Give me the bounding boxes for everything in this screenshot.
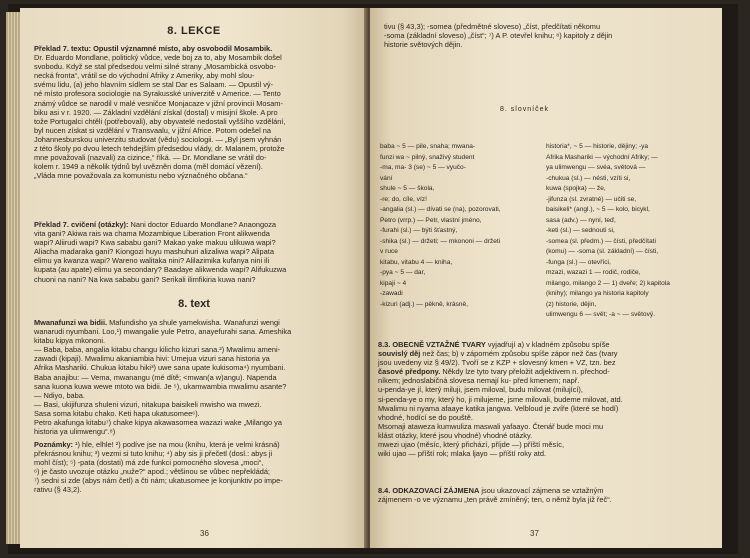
line-text: — Basi, ukijifunza shuleni vizuri, nitakupa baisikeli mwisho wa mwezi. bbox=[34, 399, 262, 409]
text-line bbox=[34, 345, 360, 354]
text-line bbox=[378, 431, 716, 440]
text-line bbox=[34, 318, 360, 327]
text-line bbox=[34, 467, 360, 476]
line-text: Aliacha madaraka gani? Kiongozi huyu mashuhuri alizaliwa wapi? Alipata bbox=[34, 247, 274, 257]
text-line bbox=[34, 440, 360, 449]
text-line bbox=[378, 495, 716, 504]
text-line bbox=[34, 62, 360, 71]
line-text: wapi? Aliirudi wapi? Kwa sababu gani? Makao yake makuu ulikuwa wapi? bbox=[34, 238, 276, 248]
line-text: kupata (au apate) elimu ya secondary? Baadaye alikwenda wapi? Alifukuzwa bbox=[34, 265, 287, 275]
line-text: zawadi (kipaji). Mwalimu akaniambia hivi: Umejua vizuri sana historia ya bbox=[34, 354, 270, 364]
line-text: Baba anajibu: — Vema, mwanangu (mé dítě; <mwan(a w)angu). Napenda bbox=[34, 372, 277, 382]
vocab-list-left bbox=[380, 142, 550, 310]
vocab-entry: Petro (vrrp.) — Petr, vlastní jméno, bbox=[380, 216, 482, 224]
line-text: ⁶) je často uvozuje otázku „nuže?“ apod.; většinou se vůbec nepřekládá; bbox=[34, 467, 270, 477]
vocab-entry: (komu) — -soma (sl. základní) — čísti, bbox=[546, 248, 659, 255]
line-text: elimu ya kwanza wapi? Wareno walitaka nini? Alilazimika kufanya nini ili bbox=[34, 256, 270, 266]
line-text: — Ndiyo, baba. bbox=[34, 390, 85, 400]
line-text: Sasa soma kitabu chako. Keti hapa ukatusomee⁶). bbox=[34, 408, 200, 418]
line-text: mne považovali (nazvali) za cizince,“ říká. — Dr. Mondlane se vrátil do- bbox=[34, 153, 267, 163]
line-text: z této školy po dvou letech tehdejším předsedou vlády, dr. Malanem, protože bbox=[34, 144, 285, 154]
text-line bbox=[34, 44, 360, 53]
bold-lead: Mwanafunzi wa bidii. bbox=[34, 318, 108, 327]
line-text: Někdy lze tyto tvary přeložit adjektivem n. přechod- bbox=[440, 367, 610, 377]
vocab-entry: (knihy); milango ya historia kapitoly bbox=[546, 290, 649, 297]
line-text: historie světových dějin. bbox=[384, 40, 463, 50]
line-text: Mafundisho ya shule yamekwisha. Wanafunzi wengi bbox=[107, 318, 280, 327]
text-line bbox=[34, 275, 360, 284]
right-page bbox=[370, 8, 722, 548]
line-text: Msomaji ataweza kumwuliza maswali yafaayo. Čtenář bude moci mu bbox=[378, 421, 604, 431]
line-text: si-penda-ye o my, který ho, ji milujeme, jsme milovali, budeme milovat, atd. bbox=[378, 394, 623, 404]
line-text: tože Portugalci chtěli (potřebovali), aby obyvatelé nedostali vyššího vzdělání, bbox=[34, 116, 286, 126]
section-8-4 bbox=[378, 486, 716, 504]
right-top-block bbox=[384, 22, 714, 49]
text-line bbox=[34, 144, 360, 153]
exercise-block bbox=[34, 220, 360, 284]
vocab-entry: milango, milango 2 — 1) dveře; 2) kapitola bbox=[546, 279, 670, 287]
line-text: chuoni na nani? Na kwa sababu gani? Serikali ilimfikiria kuwa nani? bbox=[34, 274, 256, 284]
text-line bbox=[34, 53, 360, 62]
vocab-entry: -jifunza (sl. zvratné) — učiti se, bbox=[546, 195, 637, 203]
lesson-heading: 8. LEKCE bbox=[167, 25, 221, 37]
vocab-entry: kipaji ~ 4 bbox=[380, 279, 407, 287]
line-text: Nani doctor Eduardo Mondlane? Anaongoza bbox=[128, 220, 276, 229]
text-line bbox=[34, 336, 360, 345]
text-line bbox=[34, 391, 360, 400]
text-line bbox=[378, 340, 716, 349]
text-line bbox=[384, 22, 714, 31]
vocab-entry: kitabu, vitabu 4 — kniha, bbox=[380, 258, 453, 266]
vocab-entry: historia*, ~ 5 — historie, dějiny; -ya bbox=[546, 143, 649, 150]
vocab-entry: vání bbox=[380, 174, 393, 182]
text-line bbox=[34, 265, 360, 274]
line-text: wanarudi nyumbani. Loo,¹) mwangalie yule Petro, anayefurahi sana. Ameshika bbox=[34, 327, 292, 337]
line-text: ⁷) sedni si zde (abys nám četl) a čti nám; ukatusomee je konjunktiv po impe- bbox=[34, 476, 283, 486]
page-number-left: 36 bbox=[200, 529, 209, 538]
line-text: Johannesburskou univerzitu studovat (vědu) sociologii. — „Byl jsem vyhnán bbox=[34, 134, 282, 144]
text-line bbox=[34, 229, 360, 238]
line-text: vhodné, hodící se do pouště. bbox=[378, 412, 473, 422]
vocab-entry: ulimwengu 6 — svět; -a ~ — světový. bbox=[546, 311, 656, 318]
left-page bbox=[20, 8, 368, 548]
vocab-entry: -kizuri (adj.) — pěkně, krásně, bbox=[380, 300, 468, 308]
vocab-entry: sasa (adv.) — nyní, teď, bbox=[546, 216, 616, 224]
line-text: tivu (§ 43,3); -somea (předmětné sloveso) „číst, předčítati někomu bbox=[384, 22, 601, 31]
line-text: svobodu. Když se stal předsedou velmi silné strany „Mosambická osvobo- bbox=[34, 62, 276, 72]
page-number-right: 37 bbox=[530, 529, 539, 538]
notes-block bbox=[34, 440, 360, 495]
line-text: biku asi v r. 1920. — Základní vzdělání získal (dostal) v misijní škole. A pro bbox=[34, 107, 278, 117]
line-text: Petro akafunga kitabu⁷) chake kipya akawasomea wazazi wake „Milango ya bbox=[34, 418, 282, 428]
text-line bbox=[378, 367, 716, 376]
text-line bbox=[34, 71, 360, 80]
text-line bbox=[384, 40, 714, 49]
line-text: zájmenem -o ve významu „ten právě zmíněný; ten, o němž byla již řeč“. bbox=[378, 495, 612, 505]
text-line bbox=[34, 400, 360, 409]
vocab-entry: -furahi (sl.) — býti šťastný, bbox=[380, 227, 458, 234]
line-text: svému lidu, (a) jeho hlavním sídlem se stal Dar es Salaam. — Opustil vý- bbox=[34, 80, 274, 90]
vocab-entry: -keti (sl.) — sednouti si, bbox=[546, 227, 615, 234]
story-block bbox=[34, 318, 360, 436]
vocab-entry: Afrika Mashariki — východní Afriky; — bbox=[546, 153, 658, 161]
text-line bbox=[378, 486, 716, 495]
line-text: jsou ukazovací zájmena se vztažným bbox=[479, 486, 604, 495]
line-text: vita gani? Akiwa rais wa chama Mozambique Liberation Front alikwenda bbox=[34, 229, 270, 239]
text-line bbox=[34, 418, 360, 427]
text-line bbox=[34, 373, 360, 382]
line-text: wiki ujao — příští rok; mlaka ljayo — příští roky atd. bbox=[378, 449, 546, 459]
bold-lead: Poznámky: bbox=[34, 440, 74, 449]
bold-lead: Překlad 7. textu: Opustil významné místo, aby osvobodil Mosambik. bbox=[34, 44, 273, 53]
section-8-3 bbox=[378, 340, 716, 458]
text-line bbox=[34, 247, 360, 256]
text-line bbox=[378, 404, 716, 413]
text-line bbox=[34, 135, 360, 144]
line-text: byl nucen získat si vzdělání v Transvaalu, v jižní Africe. Potom odešel na bbox=[34, 125, 272, 135]
text-line bbox=[378, 349, 716, 358]
text-line bbox=[34, 89, 360, 98]
line-text: necká fronta“, vrátil se do východní Afriky z Ameriky, aby mohl slou- bbox=[34, 71, 255, 81]
text-line bbox=[34, 476, 360, 485]
translation-block bbox=[34, 44, 360, 180]
line-text: jsou uvedeny viz § 49/2). Tvoří se z KZP + slovesný kmen + VZ, tzn. bez bbox=[378, 358, 616, 368]
text-line bbox=[34, 117, 360, 126]
vocab-entry: -zawadi bbox=[380, 290, 403, 297]
line-text: né místo profesora sociologie na Syrakusské univerzitě v Americe. — Tento bbox=[34, 89, 281, 99]
line-text: ¹) hle, elhle! ²) podíve jse na mou (knihu, která je velmi krásná) bbox=[73, 440, 280, 449]
bold-lead: souvislý děj bbox=[378, 349, 421, 359]
line-text: rativu (§ 43,2). bbox=[34, 485, 82, 495]
line-text: vyjadřují a) v kladném způsobu spíše bbox=[485, 340, 610, 349]
line-text: známý vůdce se narodil v malé vesničce Monjacaze v jižní provincii Mosam- bbox=[34, 98, 283, 108]
vocab-list-right bbox=[546, 142, 718, 321]
vocab-entry: ya ulimwengu — svéa, světová — bbox=[546, 164, 646, 171]
text-line bbox=[34, 108, 360, 117]
bold-lead: 8.4. ODKAZOVACÍ ZÁJMENA bbox=[378, 486, 480, 495]
bold-lead: Překlad 7. cvičení (otázky): bbox=[34, 220, 129, 229]
text-line bbox=[34, 126, 360, 135]
text-line bbox=[378, 358, 716, 367]
text-line bbox=[378, 440, 716, 449]
line-text: Mwalimu ni nyama afaaye katika jangwa. Velbloud je zvíře (které se hodí) bbox=[378, 403, 619, 413]
bold-lead: 8.3. OBECNĚ VZTAŽNÉ TVARY bbox=[378, 340, 486, 349]
vocab-entry: -pya ~ 5 — dar, bbox=[380, 269, 426, 276]
line-text: mwezi ujao (měsíc, který přichází, příjde —) příští měsíc, bbox=[378, 440, 565, 450]
vocab-title: 8. slovníček bbox=[500, 106, 549, 113]
text-line bbox=[34, 354, 360, 363]
vocab-entry: funzi wa ~ pilný, snaživý student bbox=[380, 153, 475, 161]
line-text: kolem r. 1949 a několik týdnů byl uvězněn doma (měl domácí vězení). bbox=[34, 162, 263, 172]
text-line bbox=[34, 153, 360, 162]
vocab-entry: baisikeli* (angl.), ~ 5 — kolo, bicykl, bbox=[546, 206, 650, 213]
vocab-entry: -ma, ma- 3 (se) ~ 5 — vyučo- bbox=[380, 164, 466, 171]
text-line bbox=[378, 422, 716, 431]
vocab-entry: -angalia (sl.) — dívati se (na), pozorovati, bbox=[380, 206, 501, 213]
text-line bbox=[34, 171, 360, 180]
vocab-entry: mzazi, wazazi 1 — rodič, rodiče, bbox=[546, 269, 641, 276]
text-line bbox=[34, 220, 360, 229]
text-line bbox=[34, 449, 360, 458]
line-text: -soma (základní sloveso) „číst“; ⁷) A P. otevřel knihu; ⁸) kapitoly z dějin bbox=[384, 31, 613, 41]
text-line bbox=[378, 449, 716, 458]
text-line bbox=[34, 485, 360, 494]
text-line bbox=[34, 382, 360, 391]
text-line bbox=[34, 427, 360, 436]
vocab-entry: (z) historie, dějin, bbox=[546, 300, 597, 308]
line-text: níkem; jednoslabičná slovesa nemají ku- před kmenem; např. bbox=[378, 376, 580, 386]
text-line bbox=[34, 80, 360, 89]
line-text: u-penda-ye jí, který miluji, jsem miloval, budu milovat (milující), bbox=[378, 385, 583, 395]
vocab-entry: v ruce bbox=[380, 248, 398, 255]
vocab-entry: -shika (sl.) — držeti; — mkononi — držeti bbox=[380, 237, 501, 245]
text-line bbox=[34, 256, 360, 265]
text-line bbox=[34, 238, 360, 247]
line-text: „Vláda mne považovala za komunistu nebo význačného občana.“ bbox=[34, 171, 248, 181]
text-line bbox=[34, 99, 360, 108]
bold-lead: časové předpony. bbox=[378, 367, 441, 377]
text-line bbox=[34, 327, 360, 336]
vocab-entry: shule ~ 5 — škola, bbox=[380, 185, 435, 192]
text-line bbox=[378, 413, 716, 422]
line-text: historia ya ulimwengu“.⁸) bbox=[34, 427, 116, 437]
text-line bbox=[34, 409, 360, 418]
line-text: než čas; b) v záporném způsobu spíše zápor než čas (tvary bbox=[420, 349, 618, 359]
vocab-entry: kuwa (spojka) — že, bbox=[546, 185, 606, 192]
vocab-entry: -funga (sl.) — otevříci, bbox=[546, 258, 611, 266]
text-line bbox=[384, 31, 714, 40]
line-text: kitabu kipya mkononi. bbox=[34, 336, 106, 346]
line-text: mohl číst); ⁵) -pata (dostati) má zde funkci pomocného slovesa „moci“, bbox=[34, 458, 264, 468]
line-text: klást otázky, které jsou vhodné) vhodné otázky. bbox=[378, 430, 533, 440]
text-line bbox=[378, 376, 716, 385]
vocab-entry: -re; do, cíle, víz! bbox=[380, 195, 427, 203]
text-line bbox=[34, 363, 360, 372]
line-text: sana kuona kuwa wewe mtoto wa bidii. Je ⁵), ukamwambia mwalimu asante? bbox=[34, 381, 287, 391]
vocab-entry: baba ~ 5 — pile, snaha; mwana- bbox=[380, 143, 476, 150]
text-heading: 8. text bbox=[178, 298, 210, 310]
text-line bbox=[34, 458, 360, 467]
text-line bbox=[34, 162, 360, 171]
line-text: překrásnou knihu; ³) vezmi si tuto knihu; ⁴) aby sis ji přečetl (dosl.: abys ji bbox=[34, 449, 273, 459]
vocab-entry: -chukua (sl.) — nésti, vzíti si, bbox=[546, 174, 631, 182]
text-line bbox=[378, 385, 716, 394]
vocab-entry: -somea (sl. předm.) — čísti, předčítati bbox=[546, 237, 656, 245]
line-text: — Baba, baba, angalia kitabu changu kilicho kizuri sana.²) Mwalimu ameni- bbox=[34, 345, 281, 355]
line-text: Dr. Eduardo Mondlane, politický vůdce, vede boj za to, aby Mosambik došel bbox=[34, 53, 282, 63]
line-text: Afrika Mashariki. Chukua kitabu hiki³) uwe sana upate kukisoma⁴) nyumbani. bbox=[34, 363, 286, 373]
text-line bbox=[378, 395, 716, 404]
